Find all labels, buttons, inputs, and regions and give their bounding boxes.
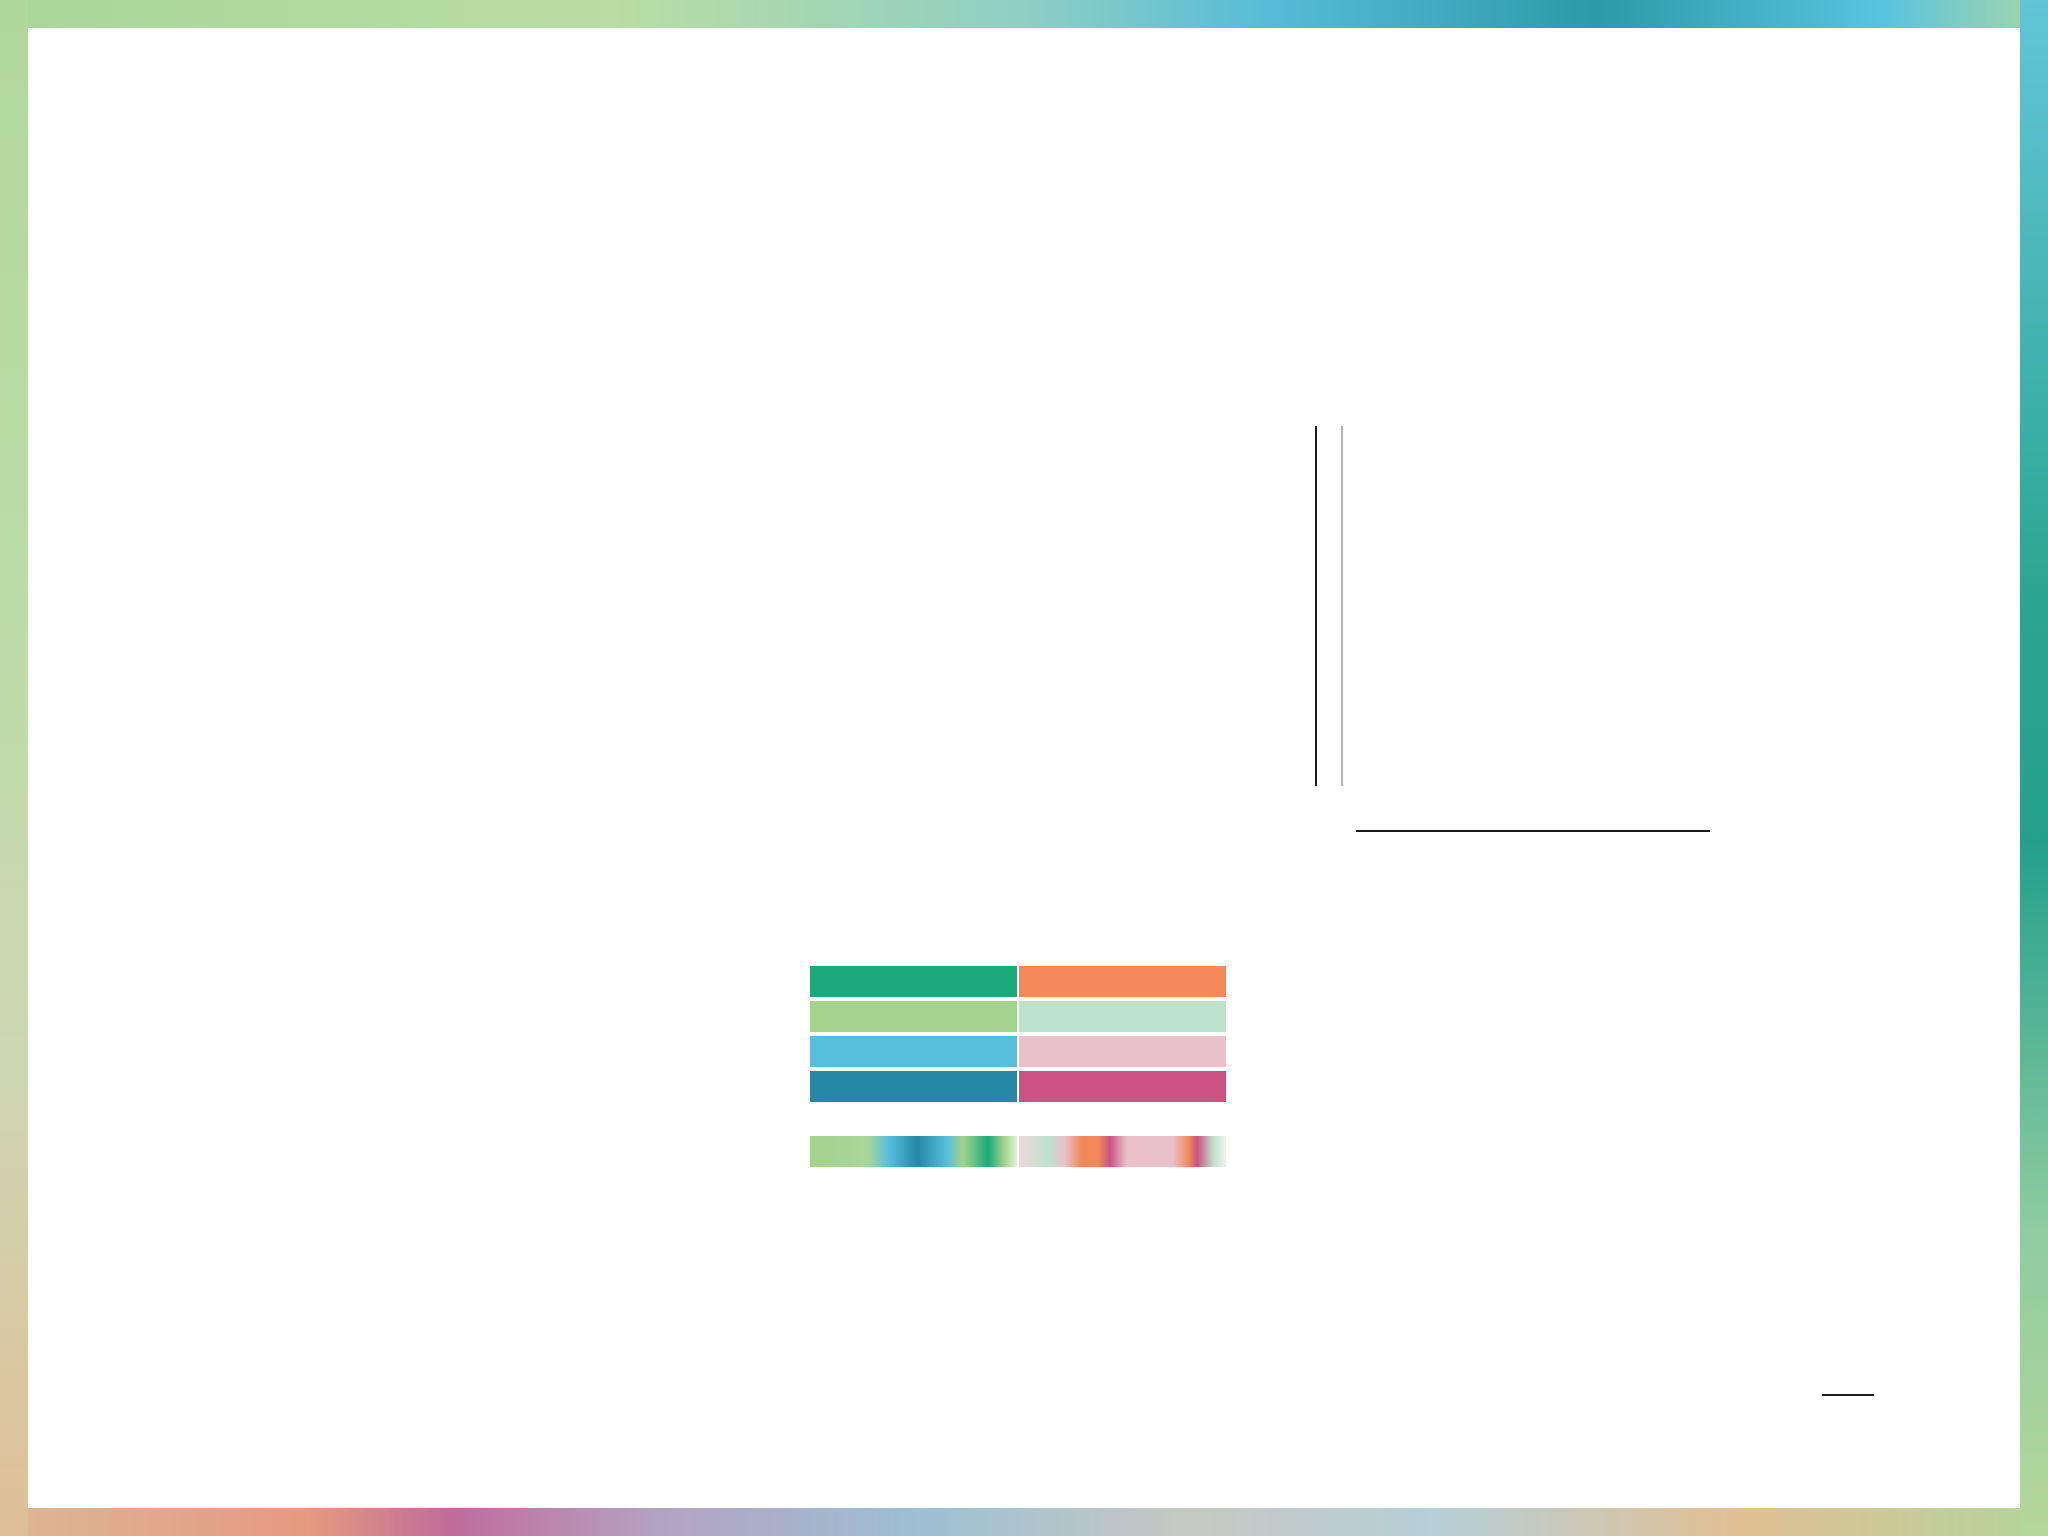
swatch-disbelief (1019, 1071, 1226, 1102)
vertical-axis-secondary (1341, 426, 1343, 786)
swatch-happiness (810, 1001, 1017, 1032)
gradient-frame-left (0, 0, 28, 1536)
swatch-sadness (810, 1036, 1017, 1067)
gradient-frame-bottom (0, 1508, 2048, 1536)
year-underline (1822, 1394, 1874, 1396)
swatch-anxiety (1019, 966, 1226, 997)
mood-gradient-bar (810, 1136, 1017, 1167)
swatch-contentness (1019, 1001, 1226, 1032)
behavior-gradient-bar (1019, 1136, 1226, 1167)
gradient-frame-top (0, 0, 2048, 28)
page-sheet (28, 28, 2020, 1508)
horizontal-axis (1356, 830, 1710, 832)
swatch-melancholy (810, 1071, 1017, 1102)
swatch-exuberance (810, 966, 1017, 997)
vertical-axis-primary (1315, 426, 1317, 786)
wireframe-sculpture (1390, 400, 1720, 780)
swatch-boredom (1019, 1036, 1226, 1067)
intro-column (288, 366, 748, 398)
gradient-frame-right (2020, 0, 2048, 1536)
